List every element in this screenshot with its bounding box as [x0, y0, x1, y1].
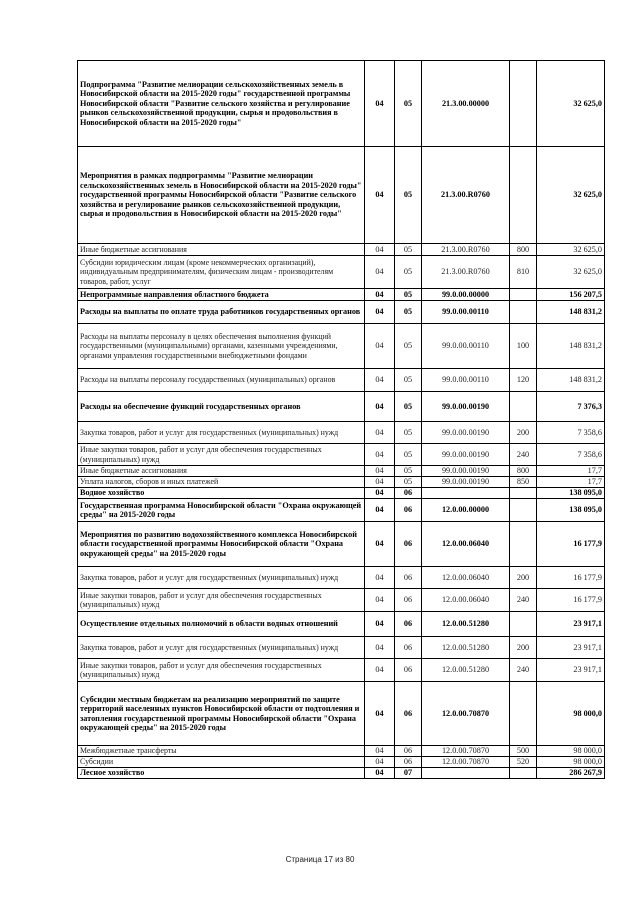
cell-name: Закупка товаров, работ и услуг для государственных (муниципальных) нужд	[78, 422, 365, 444]
cell-name: Подпрограмма "Развитие мелиорации сельскохозяйственных земель в Новосибирской области на 2015-2020 годы" государственной программы Новосибирской области "Развитие сельского хозяйства и регулирование рынков сельскохозяйственной продукции, сырья и продовольствия в Новосибирской области на 2015-2020 годы"	[78, 61, 365, 147]
table-row	[78, 324, 605, 369]
table-row	[78, 147, 605, 244]
cell-section: 04	[365, 256, 395, 289]
cell-section: 04	[365, 61, 395, 147]
table-row	[78, 768, 605, 779]
cell-subsection: 06	[395, 589, 422, 612]
cell-expense-type	[510, 147, 537, 244]
cell-name: Мероприятия по развитию водохозяйственного комплекса Новосибирской области государственной программы Новосибирской области "Охрана окружающей среды" на 2015-2020 годы	[78, 522, 365, 567]
cell-subsection: 05	[395, 256, 422, 289]
cell-section: 04	[365, 422, 395, 444]
cell-subsection: 05	[395, 324, 422, 369]
cell-amount: 16 177,9	[537, 567, 605, 589]
cell-amount: 7 376,3	[537, 392, 605, 422]
table-row	[78, 256, 605, 289]
cell-section: 04	[365, 637, 395, 659]
cell-amount: 286 267,9	[537, 768, 605, 779]
cell-amount: 23 917,1	[537, 637, 605, 659]
page-footer	[0, 855, 640, 864]
cell-subsection: 06	[395, 499, 422, 522]
table-row	[78, 757, 605, 768]
cell-subsection: 06	[395, 612, 422, 637]
cell-section: 04	[365, 768, 395, 779]
cell-expense-type: 800	[510, 466, 537, 477]
cell-name: Субсидии юридическим лицам (кроме некоммерческих организаций), индивидуальным предпринимателям, физическим лицам - производителям товаров, работ, услуг	[78, 256, 365, 289]
cell-amount: 17,7	[537, 477, 605, 488]
cell-amount: 32 625,0	[537, 147, 605, 244]
cell-name: Водное хозяйство	[78, 488, 365, 499]
cell-amount: 156 207,5	[537, 289, 605, 301]
cell-target-article: 21.3.00.R0760	[422, 147, 510, 244]
cell-amount: 138 095,0	[537, 488, 605, 499]
cell-target-article: 21.3.00.R0760	[422, 256, 510, 289]
cell-expense-type: 240	[510, 589, 537, 612]
cell-expense-type: 240	[510, 444, 537, 466]
cell-expense-type	[510, 289, 537, 301]
cell-target-article: 99.0.00.00000	[422, 289, 510, 301]
cell-amount: 32 625,0	[537, 61, 605, 147]
cell-amount: 138 095,0	[537, 499, 605, 522]
cell-target-article: 12.0.00.51280	[422, 659, 510, 682]
cell-amount: 23 917,1	[537, 659, 605, 682]
table-row	[78, 612, 605, 637]
cell-target-article: 99.0.00.00190	[422, 444, 510, 466]
cell-section: 04	[365, 289, 395, 301]
cell-subsection: 06	[395, 746, 422, 757]
cell-name: Осуществление отдельных полномочий в области водных отношений	[78, 612, 365, 637]
table-row	[78, 567, 605, 589]
cell-expense-type: 800	[510, 244, 537, 256]
cell-target-article	[422, 488, 510, 499]
cell-target-article: 12.0.00.70870	[422, 757, 510, 768]
cell-section: 04	[365, 499, 395, 522]
cell-target-article: 12.0.00.70870	[422, 746, 510, 757]
cell-target-article	[422, 768, 510, 779]
cell-amount: 148 831,2	[537, 324, 605, 369]
cell-subsection: 05	[395, 466, 422, 477]
cell-name: Расходы на выплаты по оплате труда работников государственных органов	[78, 301, 365, 324]
table-row	[78, 488, 605, 499]
cell-subsection: 06	[395, 567, 422, 589]
cell-name: Расходы на обеспечение функций государственных органов	[78, 392, 365, 422]
cell-name: Иные бюджетные ассигнования	[78, 244, 365, 256]
cell-target-article: 12.0.00.51280	[422, 637, 510, 659]
cell-subsection: 07	[395, 768, 422, 779]
cell-name: Лесное хозяйство	[78, 768, 365, 779]
cell-subsection: 05	[395, 392, 422, 422]
table-row	[78, 499, 605, 522]
cell-expense-type	[510, 768, 537, 779]
table-row	[78, 444, 605, 466]
cell-amount: 98 000,0	[537, 682, 605, 746]
cell-name: Расходы на выплаты персоналу в целях обеспечения выполнения функций государственными (муниципальными) органами, казенными учреждениями, органами управления государственными внебюджетными фондами	[78, 324, 365, 369]
cell-subsection: 05	[395, 244, 422, 256]
cell-target-article: 12.0.00.06040	[422, 589, 510, 612]
cell-name: Субсидии	[78, 757, 365, 768]
cell-section: 04	[365, 682, 395, 746]
cell-amount: 98 000,0	[537, 746, 605, 757]
cell-subsection: 05	[395, 477, 422, 488]
cell-amount: 32 625,0	[537, 244, 605, 256]
cell-section: 04	[365, 369, 395, 392]
cell-amount: 32 625,0	[537, 256, 605, 289]
table-row	[78, 289, 605, 301]
cell-expense-type	[510, 612, 537, 637]
table-row	[78, 589, 605, 612]
cell-expense-type: 100	[510, 324, 537, 369]
cell-subsection: 05	[395, 422, 422, 444]
cell-expense-type	[510, 682, 537, 746]
table-row	[78, 301, 605, 324]
table-row	[78, 369, 605, 392]
cell-target-article: 99.0.00.00190	[422, 392, 510, 422]
table-row	[78, 477, 605, 488]
table-row	[78, 637, 605, 659]
cell-name: Мероприятия в рамках подпрограммы "Развитие мелиорации сельскохозяйственных земель в Новосибирской области на 2015-2020 годы" государственной программы Новосибирской области "Развитие сельского хозяйства и регулирование рынков сельскохозяйственной продукции, сырья и продовольствия в Новосибирской области на 2015-2020 годы"	[78, 147, 365, 244]
cell-subsection: 05	[395, 147, 422, 244]
table-row	[78, 522, 605, 567]
cell-expense-type: 240	[510, 659, 537, 682]
cell-expense-type: 200	[510, 422, 537, 444]
cell-expense-type	[510, 522, 537, 567]
cell-section: 04	[365, 567, 395, 589]
cell-subsection: 05	[395, 444, 422, 466]
cell-expense-type: 120	[510, 369, 537, 392]
cell-target-article: 99.0.00.00110	[422, 369, 510, 392]
cell-name: Иные бюджетные ассигнования	[78, 466, 365, 477]
table-row	[78, 392, 605, 422]
page-number: Страница 17 из 80	[285, 855, 355, 864]
cell-expense-type: 520	[510, 757, 537, 768]
cell-expense-type	[510, 499, 537, 522]
budget-table	[77, 60, 605, 779]
table-row	[78, 244, 605, 256]
cell-target-article: 99.0.00.00190	[422, 466, 510, 477]
cell-name: Иные закупки товаров, работ и услуг для обеспечения государственных (муниципальных) нужд	[78, 589, 365, 612]
cell-subsection: 06	[395, 757, 422, 768]
budget-table-body	[78, 61, 605, 779]
cell-amount: 16 177,9	[537, 522, 605, 567]
table-row	[78, 746, 605, 757]
cell-section: 04	[365, 589, 395, 612]
cell-section: 04	[365, 612, 395, 637]
cell-target-article: 21.3.00.R0760	[422, 244, 510, 256]
cell-name: Межбюджетные трансферты	[78, 746, 365, 757]
cell-name: Государственная программа Новосибирской области "Охрана окружающей среды" на 2015-2020 годы	[78, 499, 365, 522]
cell-amount: 7 358,6	[537, 422, 605, 444]
cell-subsection: 06	[395, 488, 422, 499]
cell-subsection: 06	[395, 659, 422, 682]
cell-subsection: 06	[395, 522, 422, 567]
cell-name: Уплата налогов, сборов и иных платежей	[78, 477, 365, 488]
cell-subsection: 05	[395, 61, 422, 147]
cell-target-article: 12.0.00.70870	[422, 682, 510, 746]
cell-section: 04	[365, 477, 395, 488]
cell-section: 04	[365, 324, 395, 369]
cell-subsection: 06	[395, 637, 422, 659]
cell-name: Закупка товаров, работ и услуг для государственных (муниципальных) нужд	[78, 637, 365, 659]
cell-amount: 17,7	[537, 466, 605, 477]
cell-amount: 148 831,2	[537, 369, 605, 392]
cell-amount: 7 358,6	[537, 444, 605, 466]
table-row	[78, 61, 605, 147]
cell-section: 04	[365, 488, 395, 499]
cell-subsection: 06	[395, 682, 422, 746]
table-row	[78, 422, 605, 444]
cell-expense-type: 810	[510, 256, 537, 289]
cell-section: 04	[365, 522, 395, 567]
cell-section: 04	[365, 301, 395, 324]
cell-expense-type: 200	[510, 567, 537, 589]
cell-section: 04	[365, 444, 395, 466]
cell-target-article: 99.0.00.00190	[422, 477, 510, 488]
cell-name: Иные закупки товаров, работ и услуг для обеспечения государственных (муниципальных) нужд	[78, 659, 365, 682]
cell-section: 04	[365, 466, 395, 477]
cell-expense-type: 850	[510, 477, 537, 488]
cell-target-article: 12.0.00.51280	[422, 612, 510, 637]
cell-expense-type	[510, 392, 537, 422]
cell-section: 04	[365, 757, 395, 768]
cell-target-article: 99.0.00.00190	[422, 422, 510, 444]
table-row	[78, 682, 605, 746]
cell-subsection: 05	[395, 301, 422, 324]
cell-target-article: 21.3.00.00000	[422, 61, 510, 147]
cell-expense-type	[510, 488, 537, 499]
cell-name: Закупка товаров, работ и услуг для государственных (муниципальных) нужд	[78, 567, 365, 589]
cell-name: Иные закупки товаров, работ и услуг для обеспечения государственных (муниципальных) нужд	[78, 444, 365, 466]
cell-target-article: 99.0.00.00110	[422, 324, 510, 369]
cell-expense-type: 200	[510, 637, 537, 659]
cell-subsection: 05	[395, 369, 422, 392]
cell-section: 04	[365, 244, 395, 256]
cell-amount: 23 917,1	[537, 612, 605, 637]
table-row	[78, 659, 605, 682]
cell-target-article: 12.0.00.00000	[422, 499, 510, 522]
cell-target-article: 99.0.00.00110	[422, 301, 510, 324]
cell-amount: 148 831,2	[537, 301, 605, 324]
cell-name: Расходы на выплаты персоналу государственных (муниципальных) органов	[78, 369, 365, 392]
table-row	[78, 466, 605, 477]
cell-amount: 98 000,0	[537, 757, 605, 768]
cell-expense-type: 500	[510, 746, 537, 757]
cell-expense-type	[510, 301, 537, 324]
cell-expense-type	[510, 61, 537, 147]
cell-name: Субсидии местным бюджетам на реализацию мероприятий по защите территорий населенных пунктов Новосибирской области от подтопления и затопления государственной программы Новосибирской области "Охрана окружающей среды" на 2015-2020 годы	[78, 682, 365, 746]
cell-section: 04	[365, 392, 395, 422]
cell-name: Непрограммные направления областного бюджета	[78, 289, 365, 301]
cell-target-article: 12.0.00.06040	[422, 567, 510, 589]
cell-amount: 16 177,9	[537, 589, 605, 612]
cell-section: 04	[365, 659, 395, 682]
cell-section: 04	[365, 746, 395, 757]
cell-subsection: 05	[395, 289, 422, 301]
cell-target-article: 12.0.00.06040	[422, 522, 510, 567]
cell-section: 04	[365, 147, 395, 244]
